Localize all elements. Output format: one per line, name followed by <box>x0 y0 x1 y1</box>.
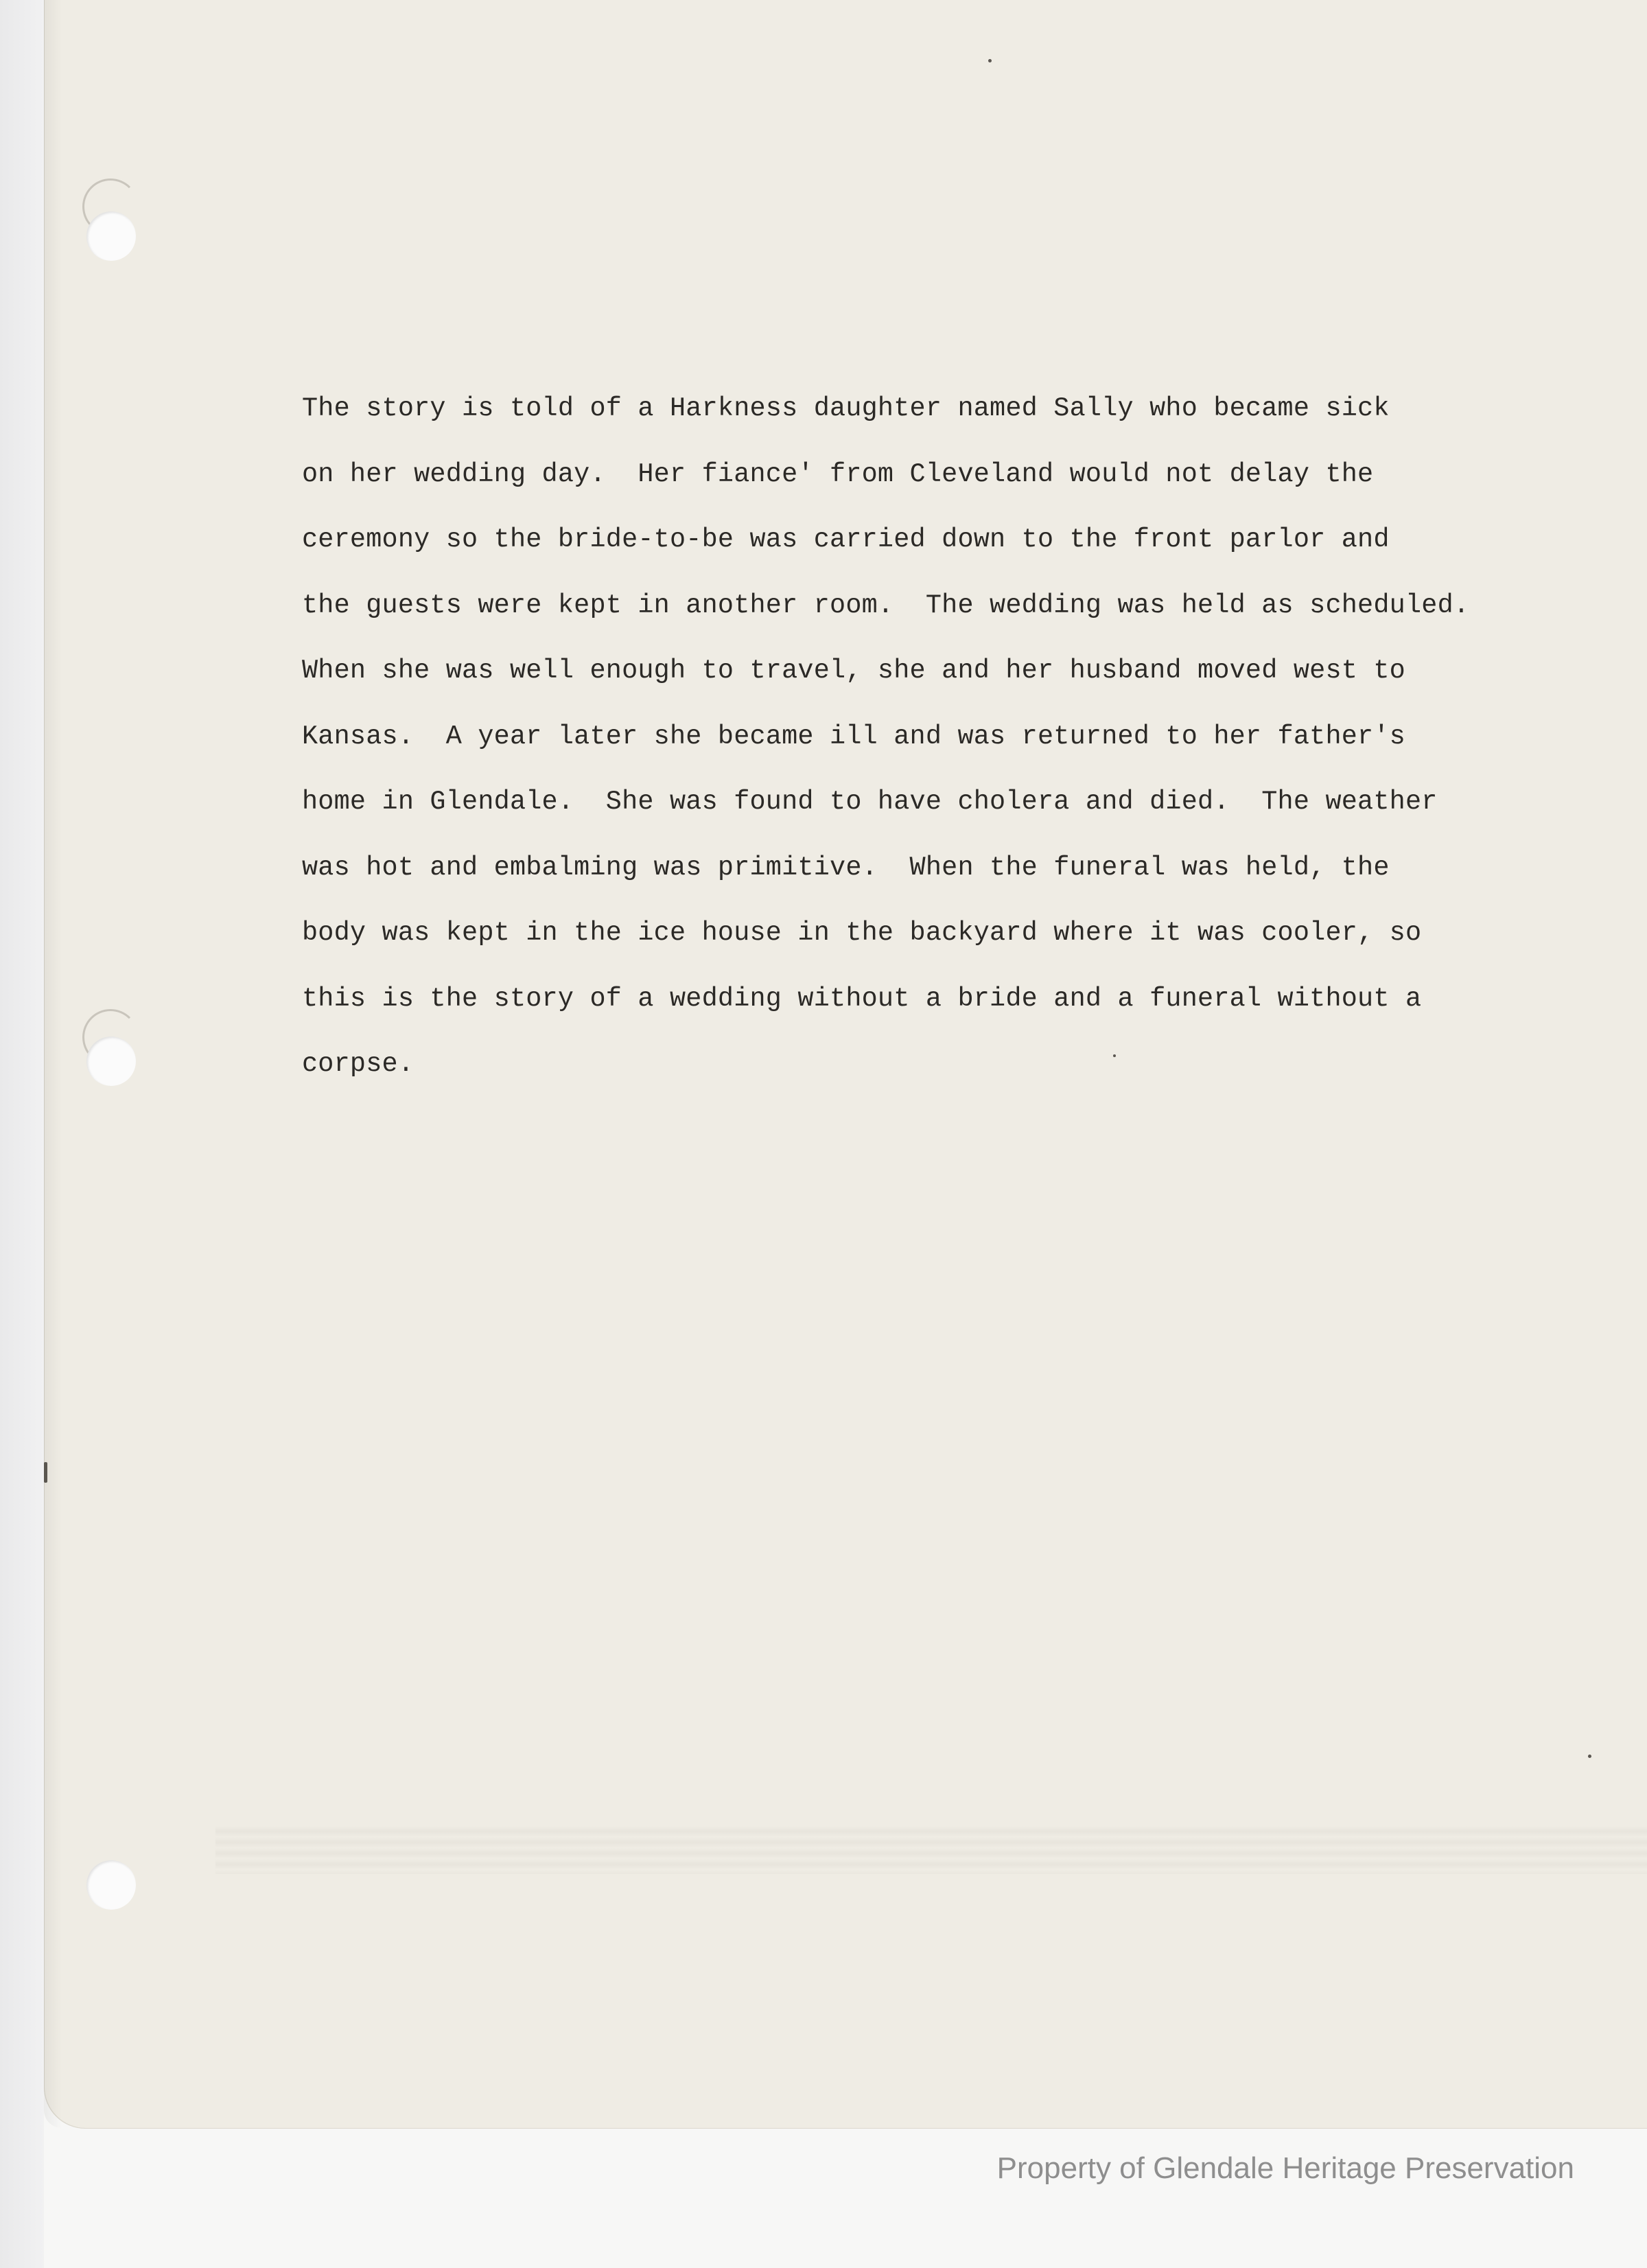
text-line: on her wedding day. Her fiance' from Cleveland would not delay the <box>302 459 1374 489</box>
text-line: corpse. <box>302 1049 414 1079</box>
text-line: Kansas. A year later she became ill and was returned to her father's <box>302 721 1405 752</box>
page-edge-shadow <box>44 0 62 2128</box>
paper-speck <box>1588 1755 1591 1758</box>
scan-margin <box>0 0 44 2268</box>
paper-crease-band <box>215 1826 1647 1874</box>
text-line: The story is told of a Harkness daughter named Sally who became sick <box>302 393 1390 424</box>
text-line: was hot and embalming was primitive. When the funeral was held, the <box>302 852 1390 883</box>
text-line: When she was well enough to travel, she and her husband moved west to <box>302 656 1405 686</box>
text-line: this is the story of a wedding without a bride and a funeral without a <box>302 983 1422 1014</box>
text-line: the guests were kept in another room. The wedding was held as scheduled. <box>302 590 1470 621</box>
paper-speck <box>44 1462 47 1483</box>
text-line: home in Glendale. She was found to have cholera and died. The weather <box>302 787 1438 817</box>
text-line: ceremony so the bride-to-be was carried down to the front parlor and <box>302 524 1390 555</box>
punch-hole-top <box>86 211 136 261</box>
punch-hole-middle <box>86 1037 136 1086</box>
ownership-watermark: Property of Glendale Heritage Preservation <box>996 2151 1574 2185</box>
punch-hole-bottom <box>86 1860 136 1910</box>
text-line: body was kept in the ice house in the backyard where it was cooler, so <box>302 918 1422 948</box>
paper-speck <box>988 59 992 62</box>
typed-story-text <box>302 376 1510 1098</box>
